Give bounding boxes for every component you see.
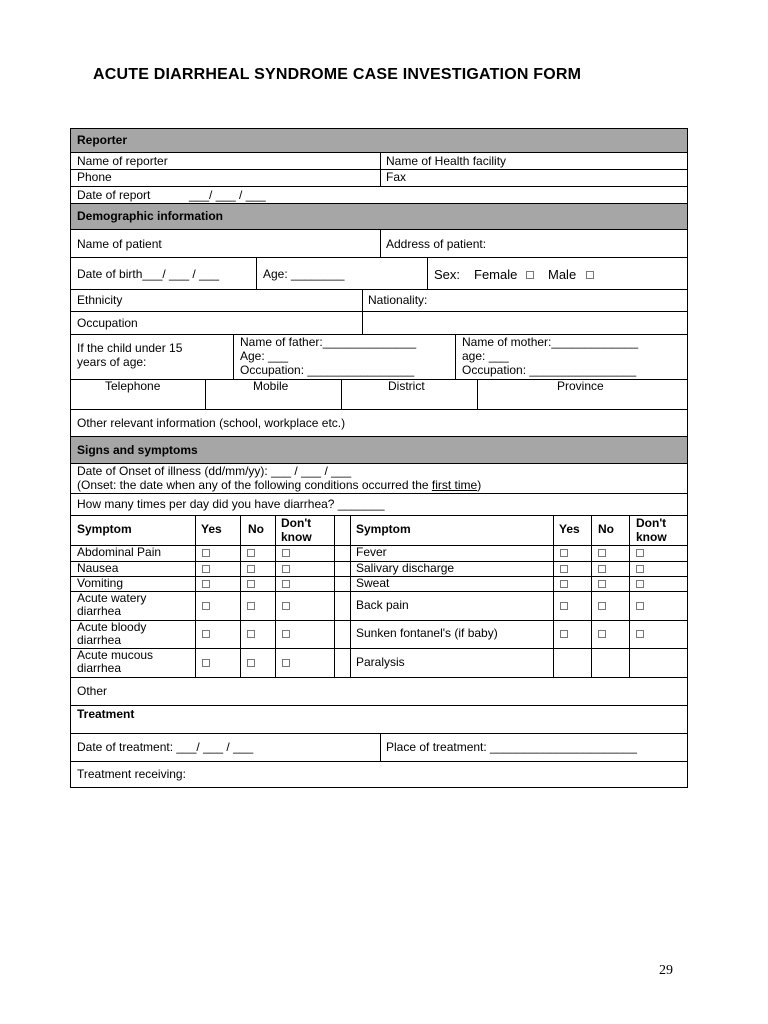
dont-know-checkbox[interactable] xyxy=(636,565,644,573)
father-age-field: Age: ___ xyxy=(240,349,289,363)
page-number: 29 xyxy=(659,963,673,978)
yes-checkbox[interactable] xyxy=(560,630,568,638)
table-column-divider xyxy=(275,516,276,677)
treatment-receiving-label: Treatment receiving: xyxy=(77,767,186,781)
row-occupation xyxy=(71,312,687,335)
telephone-cell[interactable] xyxy=(71,380,205,409)
onset-date-field: Date of Onset of illness (dd/mm/yy): ___ / ___ / ___ xyxy=(77,464,352,478)
nationality-cell[interactable] xyxy=(362,290,687,311)
reporter-header-label: Reporter xyxy=(77,133,128,147)
place-of-treatment-field: Place of treatment: ______________________ xyxy=(386,740,637,754)
row-dob-age-sex xyxy=(71,258,687,290)
onset-note-pre: (Onset: the date when any of the following conditions occurred the xyxy=(77,478,432,492)
occupation-field[interactable]: Occupation xyxy=(77,316,138,330)
mobile-cell[interactable] xyxy=(205,380,341,409)
table-row-divider xyxy=(71,591,687,592)
no-checkbox[interactable] xyxy=(247,630,255,638)
name-of-patient-field[interactable]: Name of patient xyxy=(77,237,162,251)
no-checkbox[interactable] xyxy=(247,565,255,573)
column-header-symptom-left: Symptom xyxy=(77,522,132,536)
nationality-label: Nationality: xyxy=(368,293,428,307)
father-cell[interactable] xyxy=(233,335,455,379)
dont-know-checkbox[interactable] xyxy=(282,630,290,638)
district-cell[interactable] xyxy=(341,380,477,409)
other-info-label: Other relevant information (school, workplace etc.) xyxy=(77,416,346,430)
yes-checkbox[interactable] xyxy=(560,565,568,573)
symptom-label-right: Sunken fontanel's (if baby) xyxy=(356,626,498,640)
form-title: ACUTE DIARRHEAL SYNDROME CASE INVESTIGATION FORM xyxy=(93,66,582,83)
section-header-reporter xyxy=(71,129,687,153)
table-column-divider xyxy=(240,516,241,677)
table-column-divider xyxy=(334,516,335,677)
table-column-divider xyxy=(591,516,592,677)
symptom-label-left-line2: diarrhea xyxy=(77,661,122,675)
table-column-divider xyxy=(195,516,196,677)
date-of-report-label: Date of report xyxy=(77,188,151,202)
mother-name-field: Name of mother:_____________ xyxy=(462,335,639,349)
column-header-symptom-right: Symptom xyxy=(356,522,411,536)
dont-know-checkbox[interactable] xyxy=(282,659,290,667)
no-checkbox[interactable] xyxy=(247,602,255,610)
date-of-birth-field[interactable]: Date of birth___/ ___ / ___ xyxy=(77,267,220,281)
mobile-label: Mobile xyxy=(253,379,289,393)
male-checkbox[interactable] xyxy=(586,271,594,279)
table-column-divider xyxy=(629,516,630,677)
yes-checkbox[interactable] xyxy=(202,602,210,610)
fax-cell[interactable] xyxy=(380,170,687,186)
female-option-label: Female xyxy=(474,267,518,282)
column-header-dontknow-right-2: know xyxy=(636,530,667,544)
dont-know-checkbox[interactable] xyxy=(282,602,290,610)
table-column-divider xyxy=(350,516,351,677)
place-of-treatment-cell[interactable] xyxy=(380,734,687,761)
column-header-no-right: No xyxy=(598,522,614,536)
row-contact xyxy=(71,380,687,410)
dont-know-checkbox[interactable] xyxy=(636,549,644,557)
fax-label: Fax xyxy=(386,170,407,184)
yes-checkbox[interactable] xyxy=(202,580,210,588)
district-label: District xyxy=(388,379,425,393)
row-treatment-receiving[interactable] xyxy=(71,762,687,788)
section-header-treatment xyxy=(71,706,687,734)
date-of-treatment-field[interactable]: Date of treatment: ___/ ___ / ___ xyxy=(77,740,254,754)
onset-note-underlined: first time xyxy=(431,478,478,492)
dont-know-checkbox[interactable] xyxy=(636,580,644,588)
yes-checkbox[interactable] xyxy=(560,602,568,610)
row-times-per-day[interactable] xyxy=(71,494,687,516)
no-checkbox[interactable] xyxy=(247,580,255,588)
province-cell[interactable] xyxy=(477,380,687,409)
symptom-label-left: Vomiting xyxy=(77,576,124,590)
sex-label: Sex: xyxy=(434,267,461,282)
row-child-under-15 xyxy=(71,335,687,380)
address-cell[interactable] xyxy=(380,230,687,257)
symptom-label-right: Back pain xyxy=(356,598,409,612)
name-of-health-facility-label: Name of Health facility xyxy=(386,154,507,168)
treatment-header-label: Treatment xyxy=(77,707,135,721)
date-of-report-blank[interactable]: ___/ ___ / ___ xyxy=(189,188,266,202)
column-header-dontknow-right: Don't xyxy=(636,516,667,530)
row-ethnicity xyxy=(71,290,687,312)
yes-checkbox[interactable] xyxy=(560,549,568,557)
signs-header-label: Signs and symptoms xyxy=(77,443,198,457)
no-checkbox[interactable] xyxy=(598,630,606,638)
onset-note xyxy=(77,479,481,492)
symptom-label-left: Acute mucous xyxy=(77,648,154,662)
section-header-signs xyxy=(71,437,687,464)
yes-checkbox[interactable] xyxy=(202,565,210,573)
symptom-label-right: Paralysis xyxy=(356,655,405,669)
dont-know-checkbox[interactable] xyxy=(282,565,290,573)
symptom-label-left-line2: diarrhea xyxy=(77,604,122,618)
row-reporter-name xyxy=(71,153,687,170)
child-under-15-label-line2: years of age: xyxy=(77,355,147,369)
other-symptoms-label: Other xyxy=(77,684,108,698)
investigation-form xyxy=(70,128,688,788)
no-checkbox[interactable] xyxy=(247,549,255,557)
mother-age-field: age: ___ xyxy=(462,349,509,363)
symptom-label-right: Sweat xyxy=(356,576,390,590)
symptom-label-left: Acute watery xyxy=(77,591,147,605)
male-option-label: Male xyxy=(548,267,577,282)
demographic-header-label: Demographic information xyxy=(77,209,224,223)
age-field: Age: ________ xyxy=(263,267,345,281)
mother-occupation-field: Occupation: ________________ xyxy=(462,363,637,377)
yes-checkbox[interactable] xyxy=(560,580,568,588)
row-treatment-date xyxy=(71,734,687,762)
symptom-table xyxy=(71,516,687,678)
row-phone xyxy=(71,170,687,187)
father-name-field: Name of father:______________ xyxy=(240,335,417,349)
symptom-label-right: Fever xyxy=(356,545,387,559)
table-row-divider xyxy=(71,648,687,649)
name-of-reporter-field[interactable]: Name of reporter xyxy=(77,154,168,168)
symptom-label-left: Acute bloody xyxy=(77,620,147,634)
yes-checkbox[interactable] xyxy=(202,549,210,557)
address-of-patient-label: Address of patient: xyxy=(386,237,487,251)
row-date-of-report[interactable] xyxy=(71,187,687,204)
dont-know-checkbox[interactable] xyxy=(636,602,644,610)
row-patient-name xyxy=(71,230,687,258)
table-column-divider xyxy=(553,516,554,677)
province-label: Province xyxy=(557,379,604,393)
no-checkbox[interactable] xyxy=(598,549,606,557)
column-header-dontknow-left: Don't xyxy=(281,516,312,530)
times-per-day-field: How many times per day did you have diarrhea? _______ xyxy=(77,497,385,511)
no-checkbox[interactable] xyxy=(247,659,255,667)
dont-know-checkbox[interactable] xyxy=(282,580,290,588)
health-facility-cell[interactable] xyxy=(380,153,687,169)
dont-know-checkbox[interactable] xyxy=(282,549,290,557)
table-row-divider xyxy=(71,620,687,621)
sex-cell xyxy=(427,258,687,289)
symptom-label-right: Salivary discharge xyxy=(356,561,455,575)
column-header-yes-left: Yes xyxy=(201,522,222,536)
child-under-15-label-line1: If the child under 15 xyxy=(77,341,183,355)
no-checkbox[interactable] xyxy=(598,580,606,588)
symptom-label-left: Abdominal Pain xyxy=(77,545,162,559)
yes-checkbox[interactable] xyxy=(202,659,210,667)
row-onset[interactable] xyxy=(71,464,687,494)
dont-know-checkbox[interactable] xyxy=(636,630,644,638)
symptom-label-left-line2: diarrhea xyxy=(77,633,122,647)
no-checkbox[interactable] xyxy=(598,565,606,573)
yes-checkbox[interactable] xyxy=(202,630,210,638)
column-header-yes-right: Yes xyxy=(559,522,580,536)
female-checkbox[interactable] xyxy=(526,271,534,279)
column-header-dontknow-left-2: know xyxy=(281,530,312,544)
row-other-symptoms[interactable] xyxy=(71,678,687,706)
telephone-label: Telephone xyxy=(105,379,161,393)
father-occupation-field: Occupation: ________________ xyxy=(240,363,415,377)
section-header-demographic xyxy=(71,204,687,230)
ethnicity-field[interactable]: Ethnicity xyxy=(77,293,123,307)
phone-field[interactable]: Phone xyxy=(77,170,112,184)
onset-note-post: ) xyxy=(477,478,482,492)
age-cell[interactable] xyxy=(256,258,427,289)
row-other-info[interactable] xyxy=(71,410,687,437)
occupation-blank-cell[interactable] xyxy=(362,312,687,334)
no-checkbox[interactable] xyxy=(598,602,606,610)
symptom-label-left: Nausea xyxy=(77,561,119,575)
mother-cell[interactable] xyxy=(455,335,687,379)
column-header-no-left: No xyxy=(248,522,264,536)
